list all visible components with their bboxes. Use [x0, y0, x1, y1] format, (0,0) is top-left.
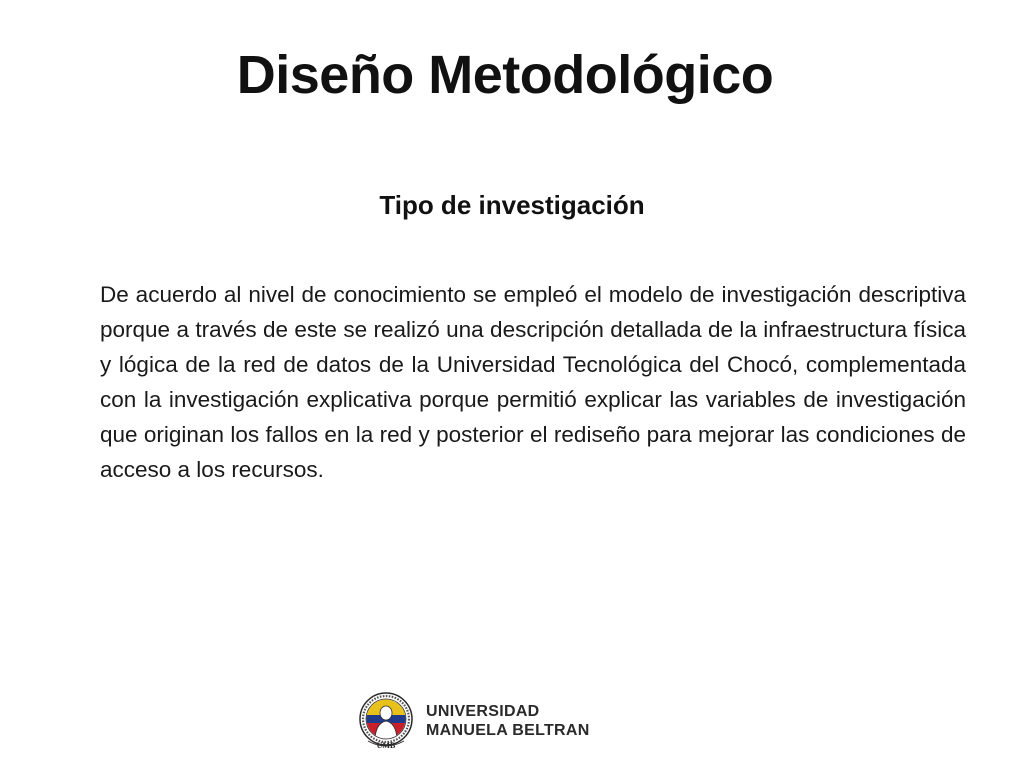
university-seal-icon	[358, 691, 414, 751]
university-logo	[358, 688, 590, 754]
seal-text: UMB	[376, 741, 396, 750]
section-subtitle: Tipo de investigación	[379, 190, 645, 220]
logo-line-1: UNIVERSIDAD	[426, 703, 540, 720]
logo-line-2: MANUELA BELTRAN	[426, 722, 590, 739]
slide-title: Diseño Metodológico	[236, 45, 774, 105]
body-paragraph: De acuerdo al nivel de conocimiento se empleó el modelo de investigación descriptiva porque a través de este se realizó una descripción detallada de la infraestructura física y lógica de la red de datos de la Universidad Tecnológica del Chocó, complementada con la investigación explicativa porque permitió explicar las variables de investigación que originan los fallos en la red y posterior el rediseño para mejorar las condiciones de acceso a los recursos.	[100, 282, 966, 482]
logo-wordmark	[426, 702, 590, 740]
